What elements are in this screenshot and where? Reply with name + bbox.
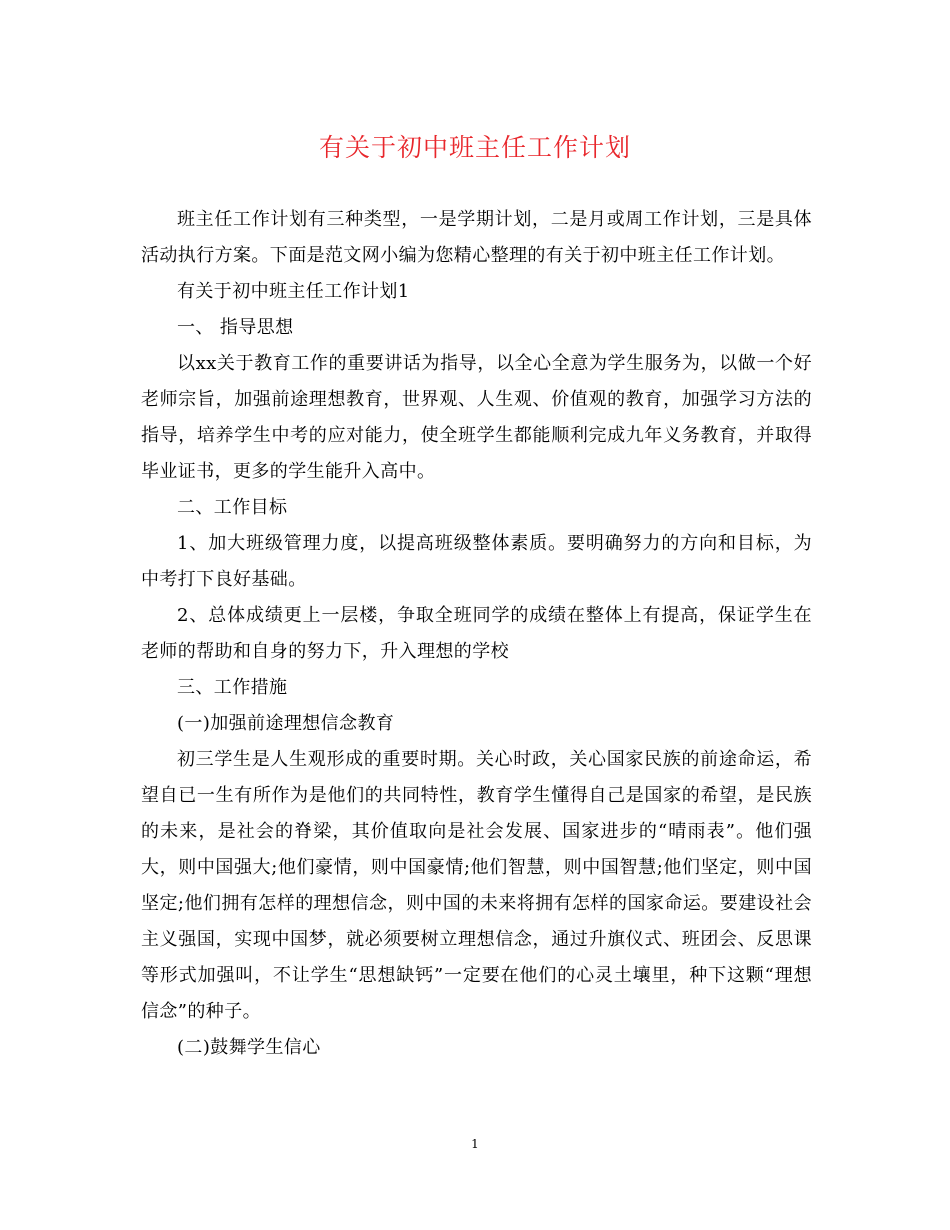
guiding-ideology-paragraph: 以xx关于教育工作的重要讲话为指导，以全心全意为学生服务为，以做一个好老师宗旨，加强前途理想教育，世界观、人生观、价值观的教育，加强学习方法的指导，培养学生中考的应对能力，使全班学生都能顺利完成九年义务教育，并取得毕业证书，更多的学生能升入高中。 — [141, 353, 812, 482]
section-heading-guiding-ideology: 一、 指导思想 — [177, 317, 294, 338]
measure-heading-2: (二)鼓舞学生信心 — [177, 1037, 321, 1058]
measure-heading-1: (一)加强前途理想信念教育 — [177, 713, 395, 734]
page-number: 1 — [471, 1137, 479, 1151]
section-heading-work-measures: 三、工作措施 — [177, 677, 288, 698]
document-title: 有关于初中班主任工作计划 — [318, 133, 631, 162]
plan-title: 有关于初中班主任工作计划1 — [177, 281, 410, 302]
section-heading-work-goals: 二、工作目标 — [177, 497, 288, 518]
goal-item-1: 1、加大班级管理力度，以提高班级整体素质。要明确努力的方向和目标，为中考打下良好基础。 — [141, 533, 812, 590]
intro-paragraph: 班主任工作计划有三种类型，一是学期计划，二是月或周工作计划，三是具体活动执行方案。下面是范文网小编为您精心整理的有关于初中班主任工作计划。 — [141, 209, 812, 266]
document-body — [141, 202, 812, 1066]
measure-paragraph-1: 初三学生是人生观形成的重要时期。关心时政，关心国家民族的前途命运，希望自已一生有所作为是他们的共同特性，教育学生懂得自己是国家的希望，是民族的未来，是社会的脊梁，其价值取向是社会发展、国家进步的“晴雨表”。他们强大，则中国强大;他们豪情，则中国豪情;他们智慧，则中国智慧;他们坚定，则中国坚定;他们拥有怎样的理想信念，则中国的未来将拥有怎样的国家命运。要建设社会主义强国，实现中国梦，就必须要树立理想信念，通过升旗仪式、班团会、反思课等形式加强叫，不让学生“思想缺钙”一定要在他们的心灵土壤里，种下这颗“理想信念”的种子。 — [141, 749, 812, 1022]
goal-item-2: 2、总体成绩更上一层楼，争取全班同学的成绩在整体上有提高，保证学生在老师的帮助和自身的努力下，升入理想的学校 — [141, 605, 812, 662]
